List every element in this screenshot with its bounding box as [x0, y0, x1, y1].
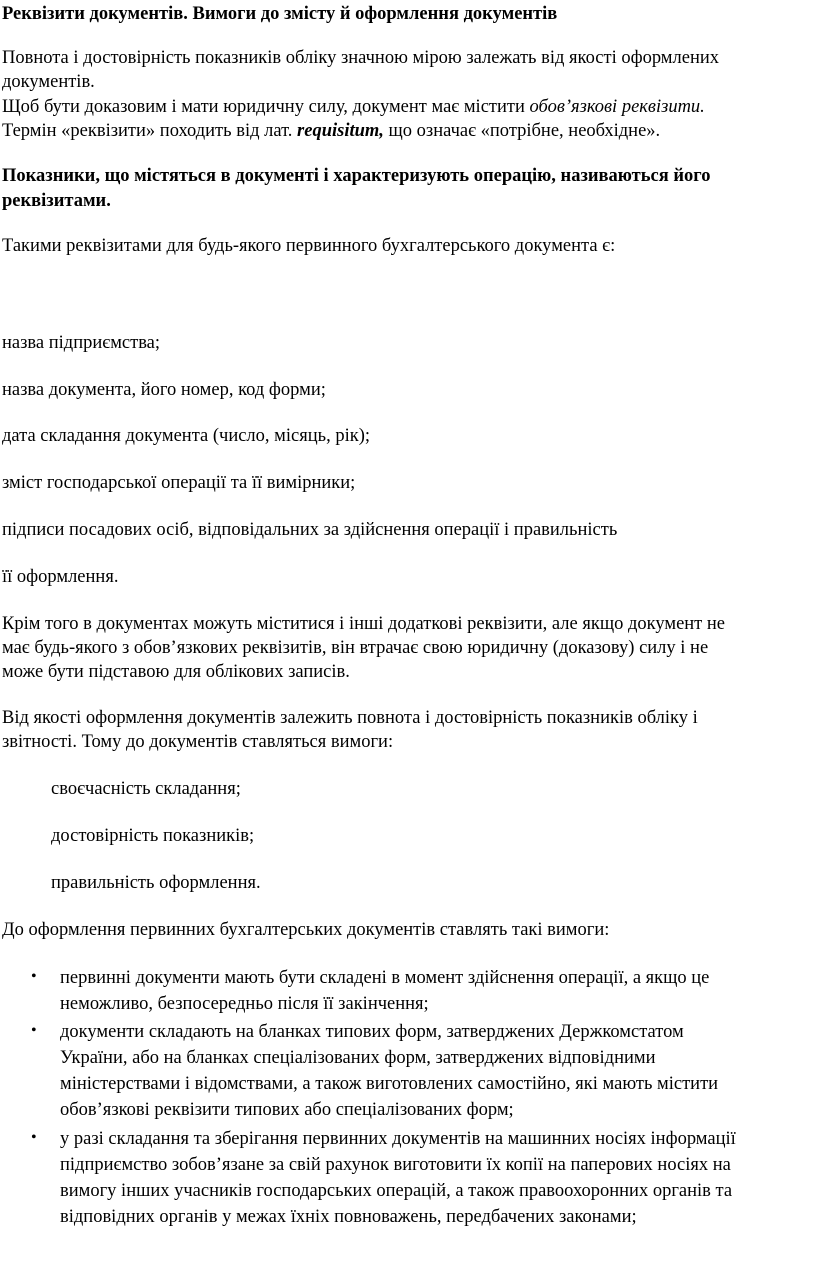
additional-line-2: має будь-якого з обов’язкових реквізитів, він втрачає свою юридичну (доказову) силу і не	[2, 638, 709, 658]
intro-line-3-text: Щоб бути доказовим і мати юридичну силу, документ має містити	[2, 97, 530, 117]
bullet-icon: •	[31, 1022, 37, 1039]
requirement-item: достовірність показників;	[51, 826, 255, 846]
requirement-item: своєчасність складання;	[51, 779, 241, 799]
requisite-item: зміст господарської операції та її вимірники;	[2, 473, 356, 493]
additional-line-3: може бути підставою для облікових записів.	[2, 662, 350, 682]
bullet-line: неможливо, безпосередньо після її закінчення;	[60, 994, 429, 1014]
intro-line-3-italic: обов’язкові реквізити.	[529, 97, 705, 117]
document-title: Реквізити документів. Вимоги до змісту й оформлення документів	[2, 4, 558, 24]
quality-line-2: звітності. Тому до документів ставляться вимоги:	[2, 732, 394, 752]
bullet-line: обов’язкові реквізити типових або спеціалізованих форм;	[60, 1100, 514, 1120]
definition-line-1: Показники, що містяться в документі і характеризують операцію, називаються його	[2, 166, 711, 186]
bullet-icon: •	[31, 1129, 37, 1146]
intro-line-4-text: Термін «реквізити» походить від лат.	[2, 121, 298, 141]
requisite-item: назва підприємства;	[2, 333, 161, 353]
bullet-line: відповідних органів у межах їхніх повноважень, передбачених законами;	[60, 1207, 637, 1227]
bullet-icon: •	[31, 968, 37, 985]
bullet-line: вимогу інших учасників господарських операцій, а також правоохоронних органів та	[60, 1181, 733, 1201]
bullet-line: первинні документи мають бути складені в момент здійснення операції, а якщо це	[60, 968, 710, 988]
requisite-item: підписи посадових осіб, відповідальних за здійснення операції і правильність	[2, 520, 618, 540]
intro-line-4	[2, 119, 660, 143]
bullet-line: у разі складання та зберігання первинних документів на машинних носіях інформації	[60, 1129, 736, 1149]
intro-line-1: Повнота і достовірність показників обліку значною мірою залежать від якості оформлених	[2, 48, 720, 68]
intro-line-2: документів.	[2, 72, 95, 92]
requisite-item: дата складання документа (число, місяць, рік);	[2, 426, 370, 446]
additional-line-1: Крім того в документах можуть міститися і інші додаткові реквізити, але якщо документ не	[2, 614, 726, 634]
requirement-item: правильність оформлення.	[51, 873, 261, 893]
requisite-item: її оформлення.	[2, 567, 119, 587]
intro-line-4-rest: що означає «потрібне, необхідне».	[383, 121, 661, 141]
definition-line-2: реквізитами.	[2, 191, 111, 211]
intro-line-3	[2, 95, 705, 119]
requisite-item: назва документа, його номер, код форми;	[2, 380, 326, 400]
bullet-line: документи складають на бланках типових форм, затверджених Держкомстатом	[60, 1022, 684, 1042]
intro-line-4-latin: requisitum,	[297, 121, 384, 141]
bullet-line: підприємство зобов’язане за свій рахунок виготовити їх копії на паперових носіях на	[60, 1155, 731, 1175]
quality-line-1: Від якості оформлення документів залежить повнота і достовірність показників обліку і	[2, 708, 698, 728]
bullet-line: України, або на бланках спеціалізованих форм, затверджених відповідними	[60, 1048, 656, 1068]
requisites-intro: Такими реквізитами для будь-якого первинного бухгалтерського документа є:	[2, 236, 616, 256]
primary-intro: До оформлення первинних бухгалтерських документів ставлять такі вимоги:	[2, 920, 610, 940]
bullet-line: міністерствами і відомствами, а також виготовлених самостійно, які мають містити	[60, 1074, 719, 1094]
